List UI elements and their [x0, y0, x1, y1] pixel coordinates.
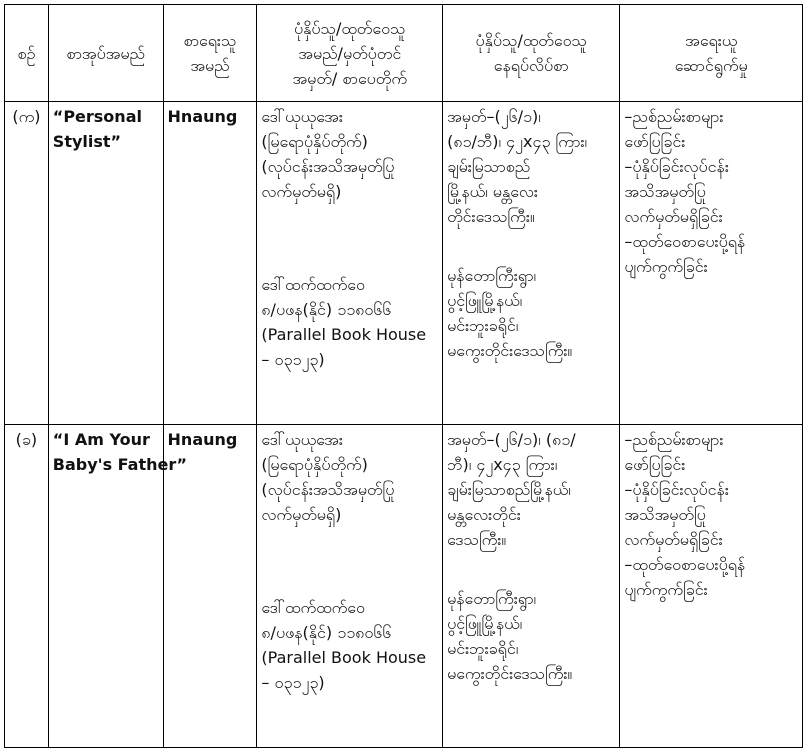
header-line: စာအုပ်အမည် — [66, 43, 145, 63]
header-line: နေရပ်လိပ်စာ — [493, 56, 569, 75]
printer-address-line: ချမ်းမြသာစည်မြို့နယ်၊ — [447, 480, 571, 499]
book-title — [48, 425, 188, 748]
book-title — [48, 102, 163, 425]
printer-address-line: မြို့နယ်၊ မန္တလေး — [447, 182, 538, 201]
action-line: –ပုံနှိပ်ခြင်းလုပ်ငန်း — [624, 157, 729, 176]
printer-address-line: ချမ်းမြသာစည် — [447, 157, 531, 176]
publisher-address-line: မင်းဘူးခရိုင်၊ — [447, 639, 519, 658]
printer-line: (မြရောပုံနှိပ်တိုက်) — [261, 455, 368, 474]
printer-line: (မြရောပုံနှိပ်တိုက်) — [261, 132, 368, 151]
header-line: အမည်/မှတ်ပုံတင် — [298, 43, 402, 63]
action-line: –ထုတ်ဝေစာပေးပို့ရန် — [624, 232, 746, 251]
header-line: အရေးယူ — [685, 31, 738, 50]
publisher-line: ၈/ပဖန(နိုင်) ၁၁၈၀၆၆ — [261, 300, 392, 319]
action-taken — [620, 425, 803, 748]
action-line: ဖော်ပြခြင်း — [624, 455, 686, 474]
action-taken — [620, 102, 803, 425]
publisher-line: ဒေါ်ထက်ထက်ဝေ — [261, 598, 365, 617]
printer-address-line: တိုင်းဒေသကြီး။ — [447, 207, 535, 226]
printer-line: လက်မှတ်မရှိ) — [261, 182, 342, 201]
header-cell — [5, 5, 49, 102]
printer-line: ဒေါ်ယုယုအေး — [261, 107, 343, 126]
header-line: စာရေးသူ — [183, 31, 237, 50]
author-name: Hnaung — [163, 102, 257, 425]
publisher-address-line: မကွေးတိုင်းဒေသကြီး။ — [447, 341, 573, 360]
header-cell — [620, 5, 803, 102]
publisher-line: – ၀၃၁၂၃) — [261, 673, 325, 692]
author-name: Hnaung — [163, 425, 257, 748]
printer-address-line: အမှတ်–(၂၆/၁)၊ (၈၁/ — [447, 430, 576, 449]
book-title-line: Stylist” — [52, 132, 122, 151]
publisher-line: (Parallel Book House — [261, 648, 427, 667]
publisher-address-line: မုန်တောကြီးရွာ၊ — [447, 266, 537, 285]
publisher-address-line: မင်းဘူးခရိုင်၊ — [447, 316, 519, 335]
publisher-address-line: ပွင့်ဖြူမြို့နယ်၊ — [447, 614, 523, 633]
header-line: အမည် — [190, 56, 230, 75]
action-line: –ပုံနှိပ်ခြင်းလုပ်ငန်း — [624, 480, 729, 499]
book-title-line: “I Am Your — [52, 430, 150, 449]
action-line: ဖော်ပြခြင်း — [624, 132, 686, 151]
action-line: –ညစ်ညမ်းစာများ — [624, 107, 724, 126]
address — [443, 102, 620, 425]
action-line: –ညစ်ညမ်းစာများ — [624, 430, 724, 449]
printer-publisher — [257, 425, 443, 748]
header-line: ပုံနှိပ်သူ/ထုတ်ဝေသူ — [475, 31, 588, 50]
publisher-line: – ၀၃၁၂၃) — [261, 350, 325, 369]
printer-address-line: (၈၁/ဘီ)၊ ၄၂x၄၃ ကြား၊ — [447, 132, 588, 151]
row-number: (က) — [5, 102, 49, 425]
book-title-line: “Personal — [52, 107, 142, 126]
table-row — [5, 102, 803, 425]
header-line: ပုံနှိပ်သူ/ထုတ်ဝေသူ — [293, 18, 406, 38]
action-line: လက်မှတ်မရှိခြင်း — [624, 207, 723, 226]
printer-line: လက်မှတ်မရှိ) — [261, 505, 342, 524]
printer-line: ဒေါ်ယုယုအေး — [261, 430, 343, 449]
action-line: –ထုတ်ဝေစာပေးပို့ရန် — [624, 555, 746, 574]
row-number: (ခ) — [5, 425, 49, 748]
address — [443, 425, 620, 748]
printer-line: (လုပ်ငန်းအသိအမှတ်ပြု — [261, 157, 395, 176]
action-line: အသိအမှတ်ပြု — [624, 505, 706, 524]
publisher-line: (Parallel Book House — [261, 325, 427, 344]
action-line: အသိအမှတ်ပြု — [624, 182, 706, 201]
publisher-line: ဒေါ်ထက်ထက်ဝေ — [261, 275, 365, 294]
publisher-line: ၈/ပဖန(နိုင်) ၁၁၈၀၆၆ — [261, 623, 392, 642]
printer-line: (လုပ်ငန်းအသိအမှတ်ပြု — [261, 480, 395, 499]
document-page — [4, 4, 803, 748]
action-line: ပျက်ကွက်ခြင်း — [624, 257, 708, 276]
header-row — [5, 5, 803, 102]
action-line: ပျက်ကွက်ခြင်း — [624, 580, 708, 599]
book-title-line: Baby's Father” — [52, 455, 188, 474]
header-line: စဉ် — [17, 43, 36, 63]
header-line: အမှတ်/ စာပေတိုက် — [292, 68, 407, 88]
banned-books-table — [4, 4, 803, 748]
table-row — [5, 425, 803, 748]
publisher-address-line: မုန်တောကြီးရွာ၊ — [447, 589, 537, 608]
printer-address-line: ဘီ)၊ ၄၂x၄၃ ကြား၊ — [447, 455, 558, 474]
printer-publisher — [257, 102, 443, 425]
action-line: လက်မှတ်မရှိခြင်း — [624, 530, 723, 549]
header-cell — [163, 5, 257, 102]
printer-address-line: ဒေသကြီး။ — [447, 530, 507, 549]
header-cell — [257, 5, 443, 102]
printer-address-line: မန္တလေးတိုင်း — [447, 505, 521, 524]
publisher-address-line: မကွေးတိုင်းဒေသကြီး။ — [447, 664, 573, 683]
header-cell — [443, 5, 620, 102]
printer-address-line: အမှတ်–(၂၆/၁)၊ — [447, 107, 541, 126]
publisher-address-line: ပွင့်ဖြူမြို့နယ်၊ — [447, 291, 523, 310]
header-cell — [48, 5, 163, 102]
header-line: ဆောင်ရွက်မှု — [674, 56, 748, 75]
